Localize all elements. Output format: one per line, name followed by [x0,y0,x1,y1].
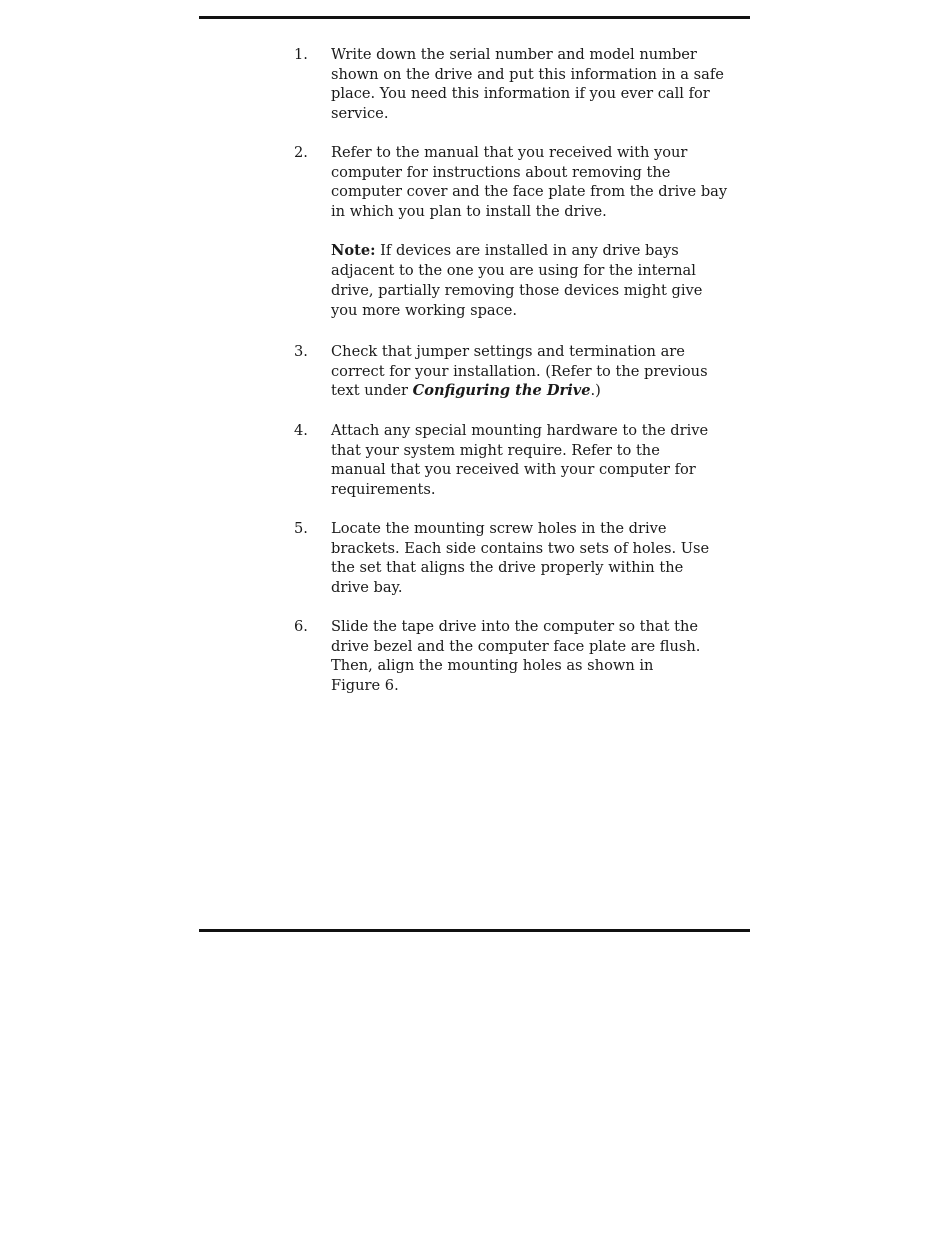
reference-prefix: text under [331,382,413,399]
step-number: 4. [294,422,308,439]
step-line: Then, align the mounting holes as shown in [331,657,654,674]
note-line: adjacent to the one you are using for the internal [331,262,696,279]
step-line: Slide the tape drive into the computer so that the [331,618,699,635]
step-line: Write down the serial number and model number [331,46,697,63]
step-line: in which you plan to install the drive. [331,202,607,220]
step-line: service. [331,104,389,122]
step-line: correct for your installation. (Refer to the previous [331,362,708,380]
step-line-reference [331,381,753,401]
step-text [331,519,753,597]
step-line: place. You need this information if you ever call for [331,85,710,102]
step-line: the set that aligns the drive properly within the [331,559,684,576]
step-text [331,342,753,401]
step-line: computer for instructions about removing the [331,163,671,181]
step-line: Locate the mounting screw holes in the drive [331,520,667,537]
step-line: manual that you received with your computer for [331,461,696,478]
step-text [331,421,753,499]
step-line: Figure 6. [331,676,399,694]
note-line: you more working space. [331,302,518,319]
step-line: drive bezel and the computer face plate are flush. [331,637,701,655]
bottom-rule [199,929,750,932]
step-line: Refer to the manual that you received with your [331,144,688,161]
note-line: drive, partially removing those devices might give [331,282,703,299]
step-line: shown on the drive and put this information in a safe [331,65,724,83]
step-number: 6. [294,618,308,635]
top-rule [199,16,750,19]
note-first-line [331,241,753,261]
step-line: Check that jumper settings and termination are [331,343,685,360]
step-line: computer cover and the face plate from the drive bay [331,183,728,200]
note-first-line-text: If devices are installed in any drive bays [375,242,679,259]
step-number: 3. [294,343,308,360]
step-line: requirements. [331,480,436,498]
note-label: Note: [331,242,376,259]
step-text [331,143,753,221]
step-text [331,45,753,123]
step-line: brackets. Each side contains two sets of holes. Use [331,539,710,557]
step-line: Attach any special mounting hardware to the drive [331,422,709,439]
reference-suffix: .) [590,382,601,399]
step-line: drive bay. [331,578,403,596]
step-line: that your system might require. Refer to the [331,441,660,459]
step-number: 5. [294,520,308,537]
step-text [331,617,753,695]
note-block [331,241,753,321]
step-number: 1. [294,46,308,63]
step-number: 2. [294,144,308,161]
section-reference: Configuring the Drive [412,382,591,399]
